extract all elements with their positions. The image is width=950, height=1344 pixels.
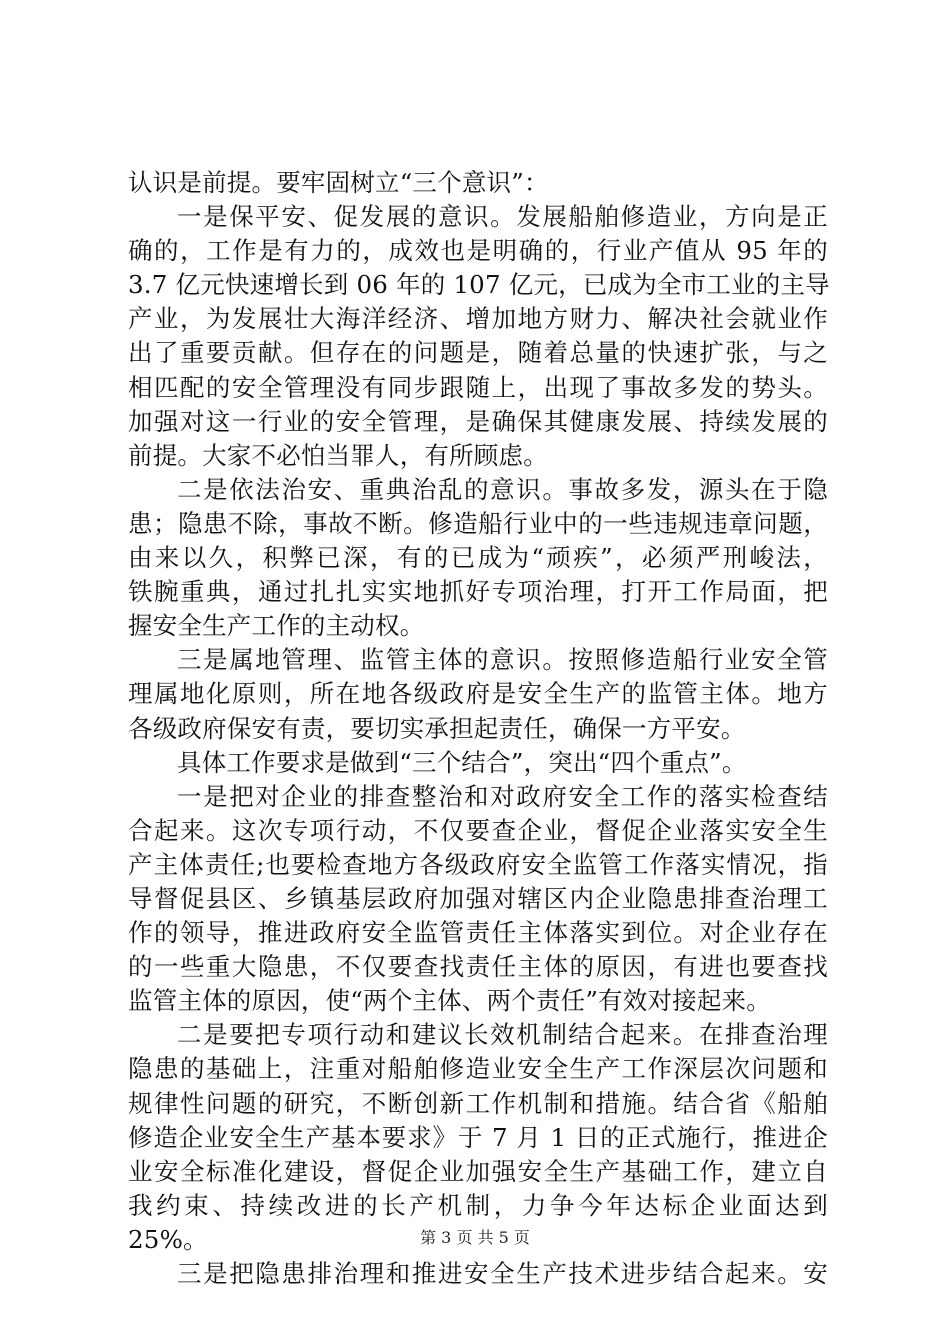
text-line: 理属地化原则，所在地各级政府是安全生产的监管主体。地方 xyxy=(128,679,828,709)
text-line: 规律性问题的研究，不断创新工作机制和措施。结合省《船舶 xyxy=(128,1088,828,1118)
text-line: 由来以久，积弊已深，有的已成为“顽疾”，必须严刑峻法， xyxy=(128,543,828,573)
text-line: 一是把对企业的排查整治和对政府安全工作的落实检查结 xyxy=(177,781,828,811)
text-line: 三是属地管理、监管主体的意识。按照修造船行业安全管 xyxy=(177,645,828,675)
text-line: 二是依法治安、重典治乱的意识。事故多发，源头在于隐 xyxy=(177,474,828,504)
text-line: 相匹配的安全管理没有同步跟随上，出现了事故多发的势头。 xyxy=(128,372,828,402)
text-line: 确的，工作是有力的，成效也是明确的，行业产值从 95 年的 xyxy=(128,236,828,266)
text-line: 出了重要贡献。但存在的问题是，随着总量的快速扩张，与之 xyxy=(128,338,828,368)
text-line: 具体工作要求是做到“三个结合”，突出“四个重点”。 xyxy=(177,747,747,777)
text-line: 各级政府保安有责，要切实承担起责任，确保一方平安。 xyxy=(128,713,746,743)
text-line: 一是保平安、促发展的意识。发展船舶修造业，方向是正 xyxy=(177,202,828,232)
text-line: 作的领导，推进政府安全监管责任主体落实到位。对企业存在 xyxy=(128,918,828,948)
text-line: 患；隐患不除，事故不断。修造船行业中的一些违规违章问题， xyxy=(128,508,828,538)
text-line: 修造企业安全生产基本要求》于 7 月 1 日的正式施行，推进企 xyxy=(128,1122,828,1152)
text-line: 铁腕重典，通过扎扎实实地抓好专项治理，打开工作局面，把 xyxy=(128,577,828,607)
text-line: 我约束、持续改进的长产机制，力争今年达标企业面达到 xyxy=(128,1190,828,1220)
text-line: 业安全标准化建设，督促企业加强安全生产基础工作，建立自 xyxy=(128,1156,828,1186)
text-line: 25%。 xyxy=(128,1224,208,1254)
text-line: 3.7 亿元快速增长到 06 年的 107 亿元，已成为全市工业的主导 xyxy=(128,270,830,300)
text-line: 隐患的基础上，注重对船舶修造业安全生产工作深层次问题和 xyxy=(128,1054,828,1084)
text-line: 的一些重大隐患，不仅要查找责任主体的原因，有进也要查找 xyxy=(128,952,828,982)
text-line: 二是要把专项行动和建议长效机制结合起来。在排查治理 xyxy=(177,1020,828,1050)
text-line: 三是把隐患排治理和推进安全生产技术进步结合起来。安 xyxy=(177,1259,828,1288)
text-line: 产业，为发展壮大海洋经济、增加地方财力、解决社会就业作 xyxy=(128,304,828,334)
text-line: 认识是前提。要牢固树立“三个意识”： xyxy=(128,168,549,197)
text-line: 导督促县区、乡镇基层政府加强对辖区内企业隐患排查治理工 xyxy=(128,883,828,913)
text-line: 加强对这一行业的安全管理，是确保其健康发展、持续发展的 xyxy=(128,406,828,436)
text-line: 握安全生产工作的主动权。 xyxy=(128,611,425,641)
text-line: 合起来。这次专项行动，不仅要查企业，督促企业落实安全生 xyxy=(128,815,828,845)
text-line: 前提。大家不必怕当罪人，有所顾虑。 xyxy=(128,440,548,470)
text-line: 监管主体的原因，使“两个主体、两个责任”有效对接起来。 xyxy=(128,986,771,1016)
text-line: 产主体责任;也要检查地方各级政府安全监管工作落实情况，指 xyxy=(128,849,828,879)
document-body xyxy=(128,166,828,1291)
page-footer: 第 3 页 共 5 页 xyxy=(420,1228,530,1247)
